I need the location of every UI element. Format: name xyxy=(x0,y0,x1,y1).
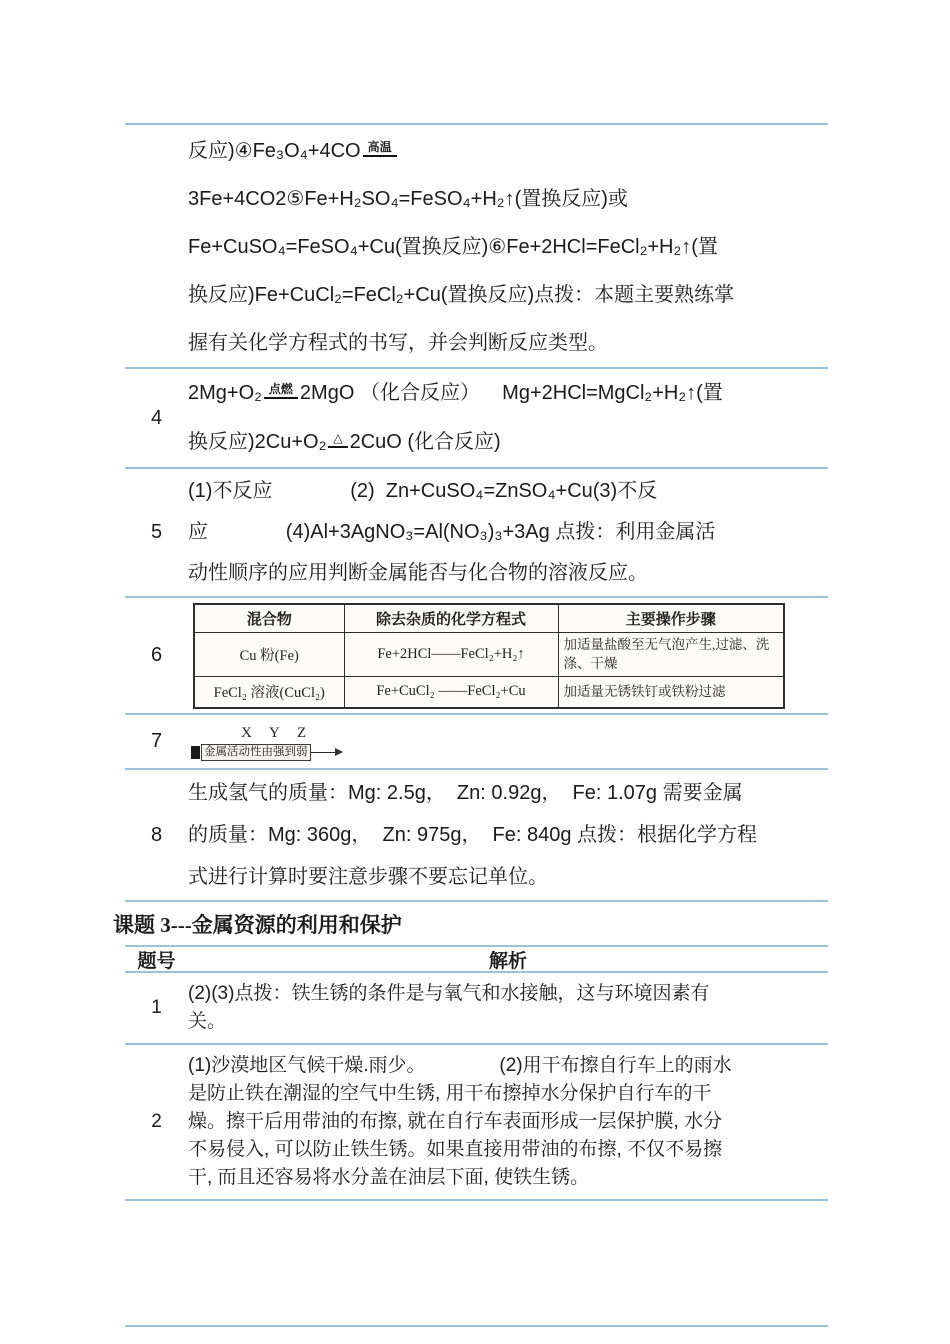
table-row xyxy=(125,768,828,902)
figure-letters: X Y Z xyxy=(241,725,314,742)
subtable-header-row xyxy=(194,604,784,632)
row-content xyxy=(188,369,828,467)
column-header-question-number: 题号 xyxy=(137,950,176,972)
answers-table-resource-protection xyxy=(125,945,828,1327)
text-segment: 应 (4)Al+3AgNO₃=Al(NO₃)₃+3Ag 点拨：利用金属活 xyxy=(188,521,716,543)
scan-artifact xyxy=(191,746,200,759)
arrow-line xyxy=(311,752,336,753)
row-number: 6 xyxy=(150,644,163,667)
content-line xyxy=(188,1136,828,1164)
row-number: 5 xyxy=(150,521,163,543)
subtable-cell: 加适量无锈铁钉或铁粉过滤 xyxy=(558,676,784,708)
content-line xyxy=(188,471,828,512)
row-content xyxy=(188,125,828,367)
content-line xyxy=(188,271,828,319)
arrow-head-icon xyxy=(335,748,343,756)
content-line xyxy=(188,369,828,418)
text-segment: 2CuO (化合反应) xyxy=(349,431,501,453)
text-segment: 2Mg+O₂ xyxy=(188,382,262,404)
text-segment: 动性顺序的应用判断金属能否与化合物的溶液反应。 xyxy=(188,562,648,584)
row-content xyxy=(188,598,828,713)
text-segment: 不易侵入, 可以防止铁生锈。如果直接用带油的布擦, 不仅不易擦 xyxy=(188,1139,723,1161)
content-line xyxy=(188,418,828,467)
text-segment: Fe+CuSO₄=FeSO₄+Cu(置换反应)⑥Fe+2HCl=FeCl₂+H₂↑(置 xyxy=(188,236,718,258)
text-segment: 换反应)Fe+CuCl₂=FeCl₂+Cu(置换反应)点拨：本题主要熟练掌 xyxy=(188,284,735,306)
subtable-row xyxy=(194,632,784,676)
column-header-analysis: 解析 xyxy=(488,950,527,972)
subtable-header-cell: 主要操作步骤 xyxy=(558,604,784,632)
text-segment: 2MgO （化合反应） Mg+2HCl=MgCl₂+H₂↑(置 xyxy=(299,382,723,404)
section-heading: 课题 3---金属资源的利用和保护 xyxy=(113,913,402,938)
row-number xyxy=(125,125,188,367)
subtable-cell: Fe+2HCl——FeCl₂+H₂↑ xyxy=(344,632,558,676)
table-row xyxy=(125,713,828,768)
text-segment: 的质量：Mg: 360g， Zn: 975g， Fe: 840g 点拨：根据化学方程 xyxy=(188,824,758,847)
subtable-cell: Fe+CuCl₂ ——FeCl₂+Cu xyxy=(344,676,558,708)
text-segment: 反应)④Fe₃O₄+4CO xyxy=(188,140,361,162)
text-segment: 燥。擦干后用带油的布擦, 就在自行车表面形成一层保护膜, 水分 xyxy=(188,1111,723,1133)
text-segment: 握有关化学方程式的书写，并会判断反应类型。 xyxy=(188,332,608,354)
content-line xyxy=(188,1008,828,1036)
table-row xyxy=(125,467,828,596)
row-number xyxy=(125,1201,188,1325)
content-line xyxy=(188,856,828,898)
text-segment: 关。 xyxy=(188,1011,227,1033)
content-line xyxy=(188,175,828,223)
content-line xyxy=(188,512,828,553)
text-segment: (1)沙漠地区气候干燥.雨少。 (2)用干布擦自行车上的雨水 xyxy=(188,1055,732,1077)
row-content xyxy=(188,973,828,1043)
subtable-header-cell: 除去杂质的化学方程式 xyxy=(344,604,558,632)
text-segment: 是防止铁在潮湿的空气中生锈, 用干布擦掉水分保护自行车的干 xyxy=(188,1083,712,1105)
row-content xyxy=(188,715,828,768)
purification-table xyxy=(193,603,785,709)
metal-activity-figure xyxy=(188,719,828,766)
text-segment: (2)(3)点拨：铁生锈的条件是与氧气和水接触，这与环境因素有 xyxy=(188,983,710,1005)
text-segment: 干, 而且还容易将水分盖在油层下面, 使铁生锈。 xyxy=(188,1167,590,1189)
content-line xyxy=(188,1164,828,1192)
row-number: 2 xyxy=(151,1111,162,1133)
content-line xyxy=(188,1108,828,1136)
row-number: 7 xyxy=(150,730,163,753)
reaction-condition: △ xyxy=(328,432,347,448)
row-content xyxy=(188,770,828,900)
reaction-condition: 高温 xyxy=(363,141,397,157)
arrow-label: 金属活动性由强到弱 xyxy=(201,744,311,761)
subtable-header-cell: 混合物 xyxy=(194,604,344,632)
text-segment: 式进行计算时要注意步骤不要忘记单位。 xyxy=(188,866,548,889)
table-row xyxy=(125,367,828,467)
row-content xyxy=(188,469,828,596)
content-line xyxy=(188,223,828,271)
table-row xyxy=(125,973,828,1045)
subtable-row xyxy=(194,676,784,708)
content-line xyxy=(188,980,828,1008)
table-row xyxy=(125,596,828,713)
table-header-row xyxy=(125,945,828,973)
row-number: 8 xyxy=(150,823,163,846)
row-number: 4 xyxy=(150,406,163,429)
row-content xyxy=(188,1201,828,1325)
text-segment: 生成氢气的质量：Mg: 2.5g， Zn: 0.92g， Fe: 1.07g 需要金属 xyxy=(188,782,743,805)
answers-table-metal-reactions xyxy=(125,123,828,902)
text-segment: (1)不反应 (2) Zn+CuSO₄=ZnSO₄+Cu(3)不反 xyxy=(188,480,658,502)
activity-order-arrow xyxy=(191,742,343,762)
row-content xyxy=(188,1045,828,1199)
table-row xyxy=(125,1201,828,1327)
content-line xyxy=(188,1052,828,1080)
text-segment: 3Fe+4CO2⑤Fe+H₂SO₄=FeSO₄+H₂↑(置换反应)或 xyxy=(188,188,628,210)
table-row xyxy=(125,1045,828,1201)
subtable-cell: Cu 粉(Fe) xyxy=(194,632,344,676)
document-content xyxy=(113,123,828,1327)
content-line xyxy=(188,319,828,367)
content-line xyxy=(188,1080,828,1108)
content-line xyxy=(188,553,828,594)
table-body xyxy=(125,973,828,1327)
content-line xyxy=(188,127,828,175)
content-line xyxy=(188,814,828,856)
reaction-condition: 点燃 xyxy=(264,383,298,399)
table-row xyxy=(125,123,828,367)
subtable-cell: 加适量盐酸至无气泡产生,过滤、洗涤、干燥 xyxy=(558,632,784,676)
text-segment: 换反应)2Cu+O₂ xyxy=(188,431,327,453)
row-number: 1 xyxy=(151,997,162,1019)
content-line xyxy=(188,772,828,814)
subtable-cell: FeCl₂ 溶液(CuCl₂) xyxy=(194,676,344,708)
